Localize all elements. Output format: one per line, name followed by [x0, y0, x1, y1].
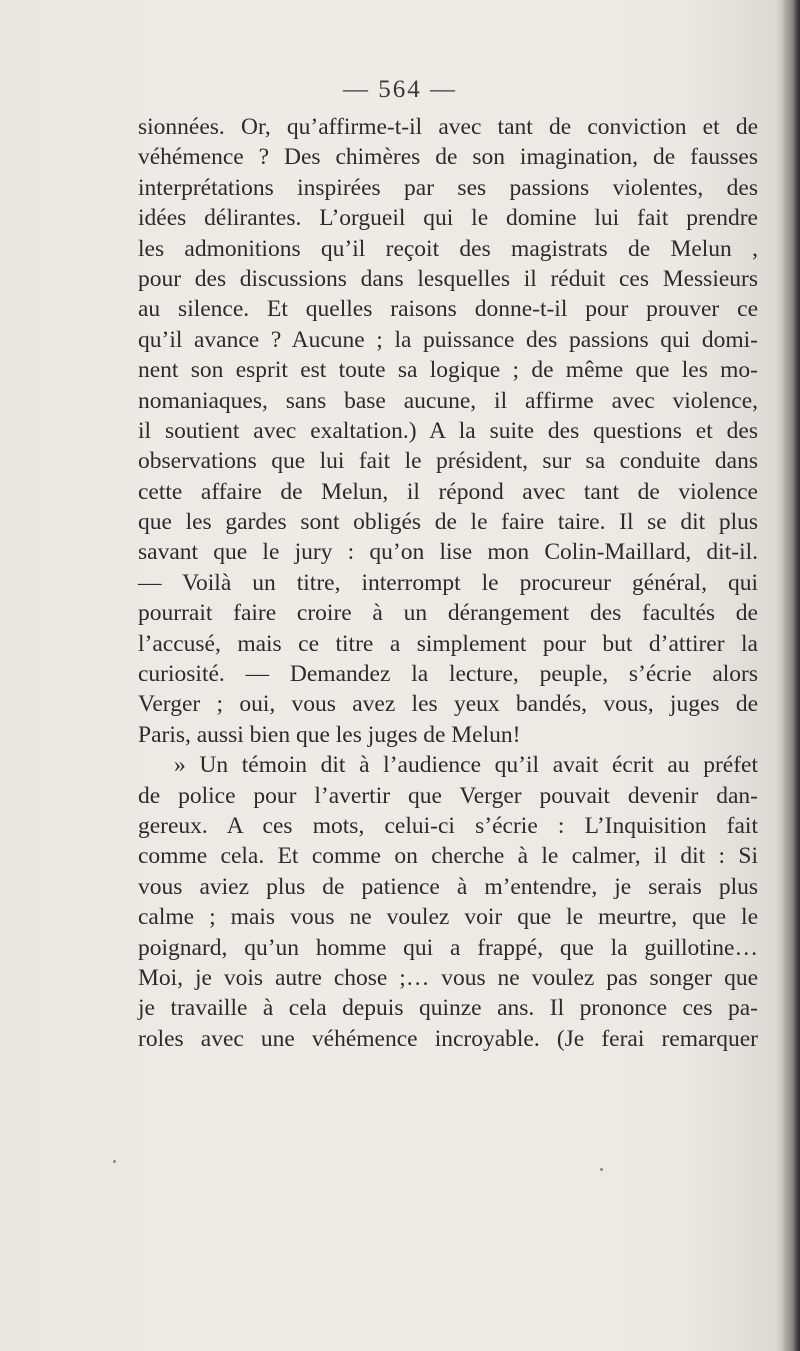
text-line: — Voilà un titre, interrompt le procureur général, qui: [138, 569, 758, 596]
text-line: pourrait faire croire à un dérangement des facultés de: [138, 600, 758, 627]
text-line: nent son esprit est toute sa logique ; de même que les mo-: [138, 357, 758, 384]
text-line: idées délirantes. L’orgueil qui le domine lui fait prendre: [138, 205, 758, 232]
text-line: l’accusé, mais ce titre a simplement pour but d’attirer la: [138, 630, 758, 657]
text-line: » Un témoin dit à l’audience qu’il avait écrit au préfet: [174, 752, 758, 779]
text-line: véhémence ? Des chimères de son imagination, de fausses: [138, 144, 758, 171]
text-line: qu’il avance ? Aucune ; la puissance des passions qui domi-: [138, 326, 758, 353]
text-line: je travaille à cela depuis quinze ans. Il prononce ces pa-: [138, 995, 758, 1022]
paper-speck: [113, 1160, 116, 1163]
text-line: pour des discussions dans lesquelles il réduit ces Messieurs: [138, 265, 758, 292]
text-line: curiosité. — Demandez la lecture, peuple, s’écrie alors: [138, 661, 758, 688]
text-line: nomaniaques, sans base aucune, il affirme avec violence,: [138, 387, 758, 414]
text-line: calme ; mais vous ne voulez voir que le meurtre, que le: [138, 904, 758, 931]
text-line: au silence. Et quelles raisons donne-t-il pour prouver ce: [138, 296, 758, 323]
text-line: les admonitions qu’il reçoit des magistrats de Melun ,: [138, 235, 758, 262]
text-line: poignard, qu’un homme qui a frappé, que la guillotine…: [138, 934, 758, 961]
page-number: — 564 —: [343, 76, 457, 103]
page-edge-shadow: [782, 0, 800, 1351]
text-line: que les gardes sont obligés de le faire taire. Il se dit plus: [138, 509, 758, 536]
text-line: cette affaire de Melun, il répond avec tant de violence: [138, 478, 758, 505]
text-line: vous aviez plus de patience à m’entendre, je serais plus: [138, 873, 758, 900]
text-line: Paris, aussi bien que les juges de Melun!: [138, 721, 521, 748]
text-line: sionnées. Or, qu’affirme-t-il avec tant de conviction et de: [138, 114, 758, 140]
text-line: il soutient avec exaltation.) A la suite des questions et des: [138, 417, 758, 444]
text-line: de police pour l’avertir que Verger pouvait devenir dan-: [138, 782, 758, 809]
text-line: gereux. A ces mots, celui-ci s’écrie : L’Inquisition fait: [138, 812, 758, 839]
text-line: comme cela. Et comme on cherche à le calmer, il dit : Si: [138, 843, 758, 870]
text-line: Verger ; oui, vous avez les yeux bandés, vous, juges de: [138, 691, 758, 718]
body-text: [138, 112, 758, 1054]
paper-speck: [600, 1168, 603, 1171]
text-line: roles avec une véhémence incroyable. (Je ferai remarquer: [138, 1025, 758, 1052]
text-line: Moi, je vois autre chose ;… vous ne voulez pas songer que: [138, 964, 758, 991]
text-line: observations que lui fait le président, sur sa conduite dans: [138, 448, 758, 475]
text-line: savant que le jury : qu’on lise mon Colin-Maillard, dit-il.: [138, 539, 758, 566]
text-line: interprétations inspirées par ses passions violentes, des: [138, 174, 758, 201]
